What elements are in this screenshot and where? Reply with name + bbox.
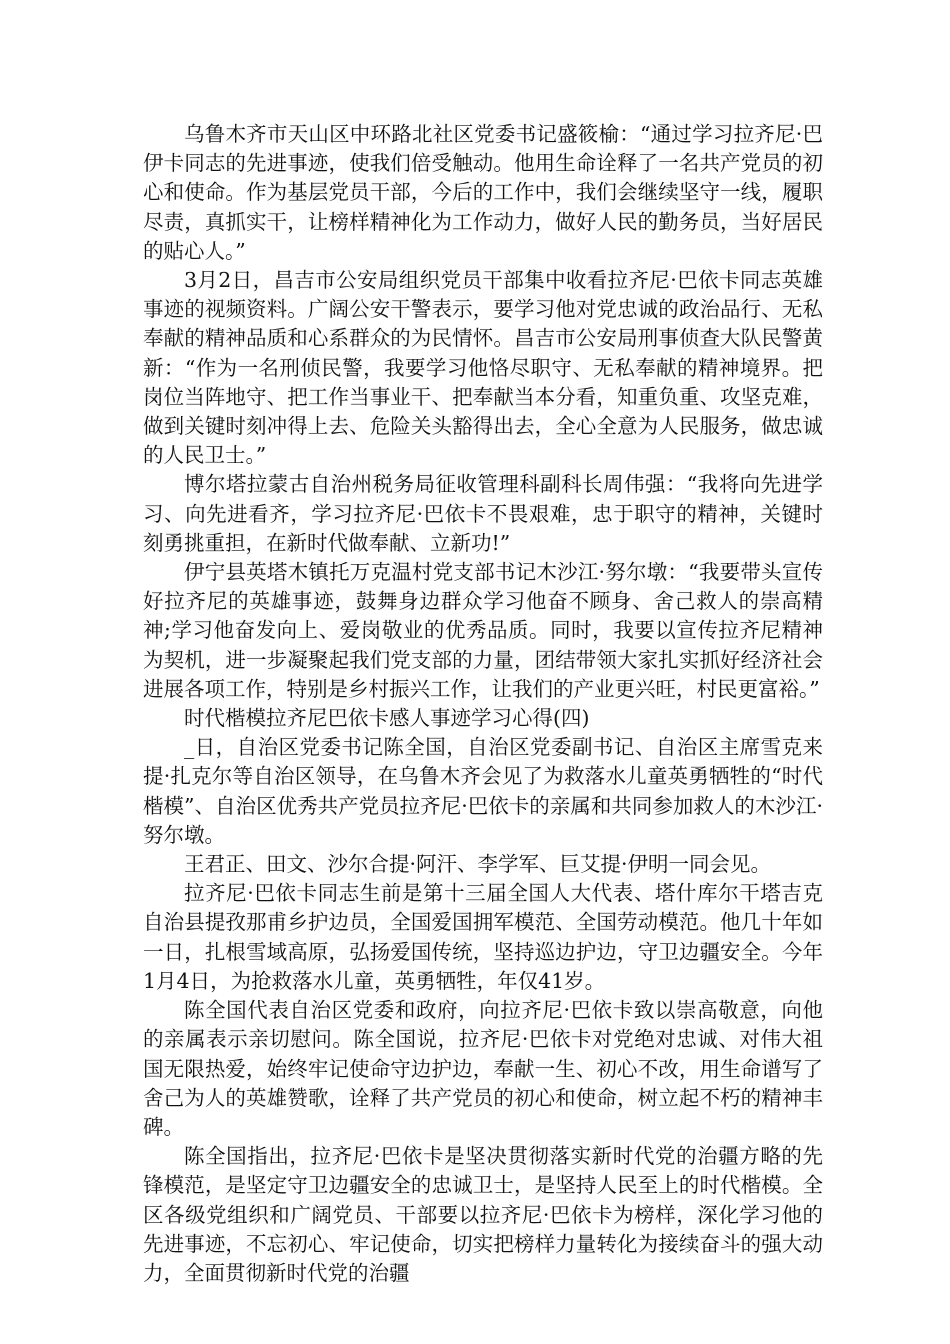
paragraph-bortala-tax-quote: 博尔塔拉蒙古自治州税务局征收管理科副科长周伟强：“我将向先进学习、向先进看齐，学习拉齐尼·巴依卡不畏艰难，忠于职守的精神，关键时刻勇挑重担，在新时代做奉献、立新功!” <box>143 472 823 555</box>
document-body <box>143 120 823 1288</box>
paragraph-sheng-xiaoyu-quote: 乌鲁木齐市天山区中环路北社区党委书记盛筱榆：“通过学习拉齐尼·巴伊卡同志的先进事迹，使我们倍受触动。他用生命诠释了一名共产党员的初心和使命。作为基层党员干部，今后的工作中，我们会继续坚守一线，履职尽责，真抓实干，让榜样精神化为工作动力，做好人民的勤务员，当好居民的贴心人。” <box>143 122 823 263</box>
section-heading: 时代楷模拉齐尼巴依卡感人事迹学习心得(四) <box>184 706 590 731</box>
paragraph-role-model: 陈全国指出，拉齐尼·巴依卡是坚决贯彻落实新时代党的治疆方略的先锋模范，是坚定守卫边疆安全的忠诚卫士，是坚持人民至上的时代楷模。全区各级党组织和广阔党员、干部要以拉齐尼·巴依卡为榜样，深化学习他的先进事迹，不忘初心、牢记使命，切实把榜样力量转化为接续奋斗的强大动力，全面贯彻新时代党的治疆 <box>143 1144 823 1285</box>
paragraph-meeting-intro: _日，自治区党委书记陈全国，自治区党委副书记、自治区主席雪克来提·扎克尔等自治区领导，在乌鲁木齐会见了为救落水儿童英勇牺牲的“时代楷模”、自治区优秀共产党员拉齐尼·巴依卡的亲属和共同参加救人的木沙江·努尔墩。 <box>143 735 823 847</box>
paragraph-condolence: 陈全国代表自治区党委和政府，向拉齐尼·巴依卡致以崇高敬意，向他的亲属表示亲切慰问。陈全国说，拉齐尼·巴依卡对党绝对忠诚、对伟大祖国无限热爱，始终牢记使命守边护边，奉献一生、初心不改，用生命谱写了舍己为人的英雄赞歌，诠释了共产党员的初心和使命，树立起不朽的精神丰碑。 <box>143 998 823 1139</box>
paragraph-biography: 拉齐尼·巴依卡同志生前是第十三届全国人大代表、塔什库尔干塔吉克自治县提孜那甫乡护边员，全国爱国拥军模范、全国劳动模范。他几十年如一日，扎根雪域高原，弘扬爱国传统，坚持巡边护边，守卫边疆安全。今年1月4日，为抢救落水儿童，英勇牺牲，年仅41岁。 <box>143 881 823 993</box>
paragraph-attendees: 王君正、田文、沙尔合提·阿汗、李学军、巨艾提·伊明一同会见。 <box>184 852 772 877</box>
paragraph-yining-village-quote: 伊宁县英塔木镇托万克温村党支部书记木沙江·努尔墩：“我要带头宣传好拉齐尼的英雄事迹，鼓舞身边群众学习他奋不顾身、舍己救人的崇高精神;学习他奋发向上、爱岗敬业的优秀品质。同时，我要以宣传拉齐尼精神为契机，进一步凝聚起我们党支部的力量，团结带领大家扎实抓好经济社会进展各项工作，特别是乡村振兴工作，让我们的产业更兴旺，村民更富裕。” <box>143 560 823 701</box>
paragraph-changji-police: 3月2日，昌吉市公安局组织党员干部集中收看拉齐尼·巴依卡同志英雄事迹的视频资料。广阔公安干警表示，要学习他对党忠诚的政治品行、无私奉献的精神品质和心系群众的为民情怀。昌吉市公安局刑事侦查大队民警黄新：“作为一名刑侦民警，我要学习他恪尽职守、无私奉献的精神境界。把岗位当阵地守、把工作当事业干、把奉献当本分看，知重负重、攻坚克难，做到关键时刻冲得上去、危险关头豁得出去，全心全意为人民服务，做忠诚的人民卫士。” <box>143 268 823 468</box>
